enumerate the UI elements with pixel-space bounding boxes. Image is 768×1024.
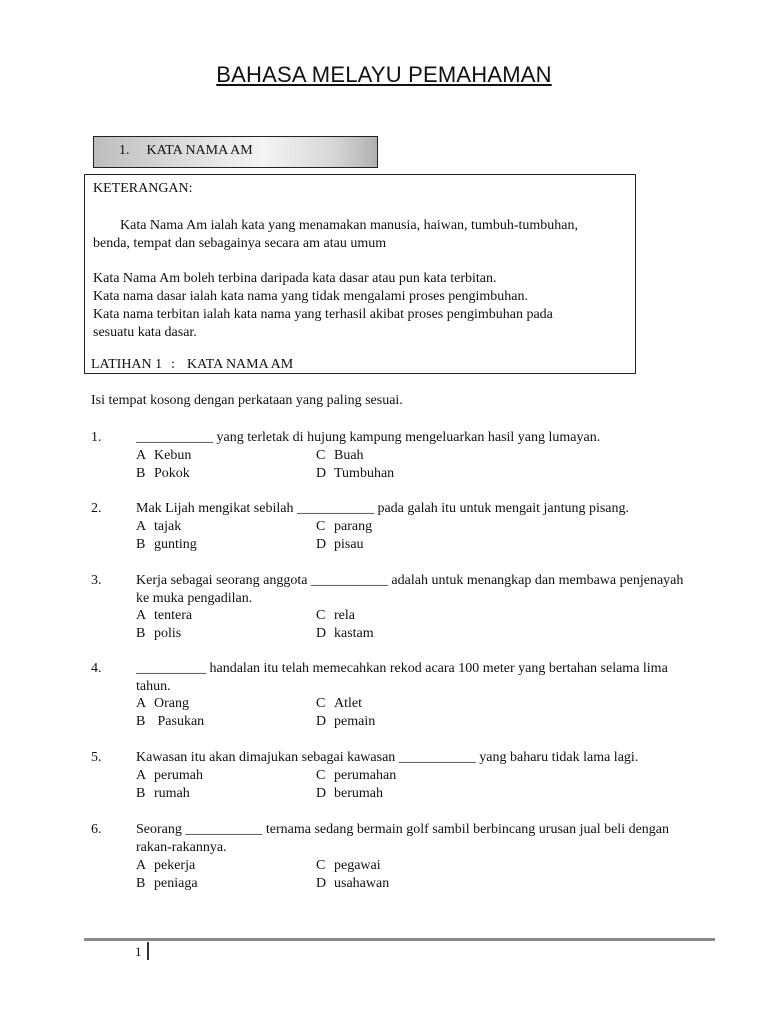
option-b: B rumah [136,786,190,801]
option-d: D pisau [316,537,364,552]
instruction-text: Isi tempat kosong dengan perkataan yang paling sesuai. [91,393,403,408]
option-d: D kastam [316,626,374,641]
question-text: __________ handalan itu telah memecahkan rekod acara 100 meter yang bertahan selama lima tahun. [136,661,668,694]
section-header [93,136,378,168]
page-number-bar [147,942,149,960]
option-a: A perumah [136,768,203,783]
option-d: D pemain [316,714,376,729]
explanation-paragraph-1 [93,217,623,253]
question-number: 5. [91,750,102,765]
paragraph-1-line-1: Kata Nama Am ialah kata yang menamakan manusia, haiwan, tumbuh-tumbuhan, [120,218,578,233]
question-number: 1. [91,430,102,445]
exercise-separator: : [171,357,175,372]
option-b: B Pokok [136,466,190,481]
explanation-heading: KETERANGAN: [93,181,193,196]
page-number: 1 [135,944,142,959]
option-a: A pekerja [136,858,196,873]
paragraph-2-line-3: Kata nama terbitan ialah kata nama yang terhasil akibat proses pengimbuhan pada [93,307,553,322]
exercise-heading [91,357,293,373]
explanation-box [84,174,636,374]
option-b: B Pasukan [136,714,205,729]
option-c: C rela [316,608,355,623]
option-b: B peniaga [136,876,198,891]
exercise-title: KATA NAMA AM [187,357,294,372]
question-number: 3. [91,573,102,588]
question-text: Kerja sebagai seorang anggota ___________ adalah untuk menangkap dan membawa penjenayah ke muka pengadilan. [136,573,684,606]
explanation-paragraph-2 [93,270,623,342]
option-d: D berumah [316,786,383,801]
option-b: B polis [136,626,182,641]
paragraph-2-line-4: sesuatu kata dasar. [93,325,197,340]
option-d: D usahawan [316,876,390,891]
option-b: B gunting [136,537,197,552]
exercise-label: LATIHAN 1 [91,357,163,372]
section-label: KATA NAMA AM [146,143,253,158]
question-number: 6. [91,822,102,837]
paragraph-2-line-2: Kata nama dasar ialah kata nama yang tidak mengalami proses pengimbuhan. [93,289,529,304]
option-a: A tajak [136,519,182,534]
option-a: A tentera [136,608,193,623]
option-d: D Tumbuhan [316,466,395,481]
question-number: 4. [91,661,102,676]
footer-divider [84,938,715,941]
option-c: C Buah [316,448,364,463]
option-c: C pegawai [316,858,381,873]
question-text: ___________ yang terletak di hujung kampung mengeluarkan hasil yang lumayan. [136,430,601,445]
question-number: 2. [91,501,102,516]
document-title: BAHASA MELAYU PEMAHAMAN [216,62,552,87]
section-number: 1. [119,143,130,158]
option-c: C Atlet [316,696,362,711]
paragraph-1-line-2: benda, tempat dan sebagainya secara am atau umum [93,236,387,251]
option-c: C parang [316,519,373,534]
option-a: A Orang [136,696,189,711]
option-c: C perumahan [316,768,397,783]
question-text: Mak Lijah mengikat sebilah ___________ pada galah itu untuk mengait jantung pisang. [136,501,630,516]
question-text: Kawasan itu akan dimajukan sebagai kawasan ___________ yang baharu tidak lama lagi. [136,750,639,765]
question-text: Seorang ___________ ternama sedang bermain golf sambil berbincang urusan jual beli dengan rakan-rakannya. [136,822,670,855]
option-a: A Kebun [136,448,192,463]
paragraph-2-line-1: Kata Nama Am boleh terbina daripada kata dasar atau pun kata terbitan. [93,271,497,286]
